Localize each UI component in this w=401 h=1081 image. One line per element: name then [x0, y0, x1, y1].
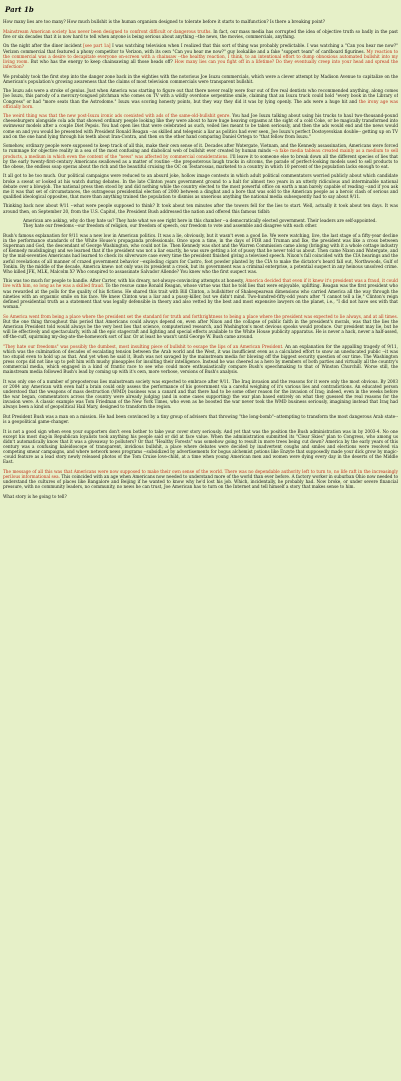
highlighted-text: The message of all this was that Americans were now supposed to make their own sense of the world. There was no dependable authority left to turn to, no life raft in the increasingly perilous informational sea.	[3, 468, 398, 480]
paragraph	[3, 429, 398, 465]
text-run: To the rescue came Ronald Reagan, whose virtue was that he told lies that were enjoyable, uplifting. Reagan was the first president who was rewarded at the polls for the quality of his fictions. He shared this trait with Bill Clinton, a bullshitter of Shakespearean dimensions who carried America all the way through the nineties with an orgasmic smile on his face. We knew Clinton was a liar and a pussy-killer, but we didn't mind. Two-hundred-fifty-odd years after "I cannot tell a lie," Clinton's reign defined presidential truth as a statement that was legally defensible in theory and also vetted by the best and most expensive lawyers on the planet, i.e., "I did not have sex with that woman."	[3, 283, 398, 309]
paragraph	[3, 203, 398, 213]
text-run: How many lies are too many? How much bullshit is the human organism designed to tolerate before it starts to malfunction? Is there a breaking point?	[3, 19, 325, 24]
document-page	[3, 1, 398, 1079]
paragraph	[3, 29, 398, 39]
text-run: On the night after the diner incident	[3, 43, 84, 49]
highlighted-text: How many lies can you fight off in a lifetime? Do they eventually creep into your head and spread the infection?	[3, 58, 398, 69]
text-run: The Isuzu ads were a stroke of genius. Just when America was starting to figure out that there never really were four out of five real dentists who recommended anything, along comes Joe Isuzu, this parody of a mercury-tongued pitchman who comes on TV with a wildly overdone serpentine smile, claiming that an Isuzu truck could hold "every book in the Library of Congress" or had "more seats than the Astrodome." Isuzu was scoring honesty points, but they way they did it was by lying openly. The ads were a huge hit and	[3, 88, 398, 104]
block-quote	[23, 218, 378, 228]
text-run: We probably took the first step into the danger zone back in the eighties with the notorious Joe Isuzu commercials, which were a clever attempt by Madison Avenue to capitalize on the American's population's growing awareness that the claims of most television commercials were transparent bullshit.	[3, 73, 398, 84]
paragraph	[3, 314, 398, 339]
highlighted-text: a fake media tableau created mainly as a medium to sell products, a medium in which even the content of the "news" was affected by commercial considerations.	[3, 148, 398, 159]
text-run: American are asking, why do they hate us? They hate what we see right here in this chamber --a democratically elected government. Their leaders are self-appointed. They hate our freedoms --our freedom of religion, our freedom of speech, our freedom to vote and assemble and disagree with each other.	[23, 218, 377, 229]
paragraph	[3, 379, 398, 410]
text-run: You had Joe Isuzu talking about using his trucks to haul two-thousand-pound cheeseburgers alongside cola ads that showed ordinary people looking like they were about to have huge heaving orgasms at the sight of a cold Coke, or be magically transformed into swimwear models after a couple Diet Pepsis. You had open lies that were celebrated as such, veiled lies meant to be taken seriously, and then the ads would end and the news would come on and you would be presented with President Ronald Reagan --as skilled and telegenic a liar as politics had ever seen, Joe Isuzu's perfect Dostoyevskian double-- getting up on TV and on the one hand lying through his teeth about Iran-Contra, and then on the other hand comparing Daniel Ortega to "that fellow from Isuzu."	[3, 113, 398, 139]
text-run: An an explanation for the appalling tragedy of 9/11, which was the culmination of decades of escalating tension between the Arab world and the West, it was insufficient even as a calculated effort to snow an uneducated public --it was too stupid even to hold up as that. And yet when he said it, Bush was not savaged by the mainstream media for blowing off the biggest security question of our time. The Washington press corps did not line up to pelt him with mushy pineapples for insulting their intelligence. Instead he was cheered as a hero by members of both parties and virtually all the country's commercial media, which engaged in a kind of frantic race to see who could more enthusiastically compare Bush's speechmaking to that of Winston Churchill. Worse still, the mainstream media followed Bush's lead by coming up with it's own, more verbose, versions of Bush's analysis.	[3, 343, 398, 375]
paragraph	[3, 494, 398, 499]
highlighted-text: America decided that even if it knew it's president was a fraud, it could live with him, so long as he was a skilled fraud.	[3, 278, 398, 289]
text-run: I was watching television when I realized that this sort of thing was probably predictable. I was watching a "Can you hear me now?" Verizon commercial that featured a phony competitor to Verizon, with its own "Can you hear me now?" guy lookalike and a fake "support team" of cardboard figurines.	[3, 43, 398, 54]
paragraph	[3, 113, 398, 138]
paragraph	[3, 469, 398, 489]
paragraph	[3, 88, 398, 108]
text-run: Somehow, ordinary people were supposed to keep track of all this, make their own sense of it. Decades after Watergate, Vietnam, and the Kennedy assassination, Americans were forced to rummage for objective reality in a sea of the most confusing and diabolical web of bullshit ever created by human minds --	[3, 143, 398, 154]
text-run: It all got to be too much. Our political campaigns were reduced to an absurd joke, hollow image contests in which adult political commentators worried publicly about which candidate broke a sweat or looked at his watch during debates. In the late Clinton years government ground to a halt for almost two years in an utterly ridiculous and interminable national debate over a blowjob. The national press then stood by and did nothing while the country elected to the most powerful office on earth a man barely capable of reading --and if you ask me it was that set of circumstances, the outrageous presidential election of 2000 between a dingbat and a bore that was sold to the American people as a heroic clash of serious and qualified ideological opposites, that more than anything trained the population to dismiss as unserious anything the national media subsequently had to say about 9/11.	[3, 173, 398, 199]
text-run: But the one thing throughout this period that Americans could always depend on, even after Nixon and the collapse of public faith in the president's morals, was that the lies the American President told would always be the very best lies that science, computerized research, and Washington's most devious spooks would produce. Our president may lie, but he will lie effectively and spectacularly, with all the epic stagecraft and lighting and special effects available to the White House publicity apparatus. He is never a hack, never a half-assed, off-the-cuff, squirming my-dog-ate-the-homework sort of liar. Or at least he wasn't until George W. Bush came around.	[3, 318, 398, 339]
paragraph	[3, 43, 398, 68]
highlighted-text: My reaction to the commercial was a desire to decapitate everyone on-screen with a chainsaw --the healthy reaction, I think, to an intentional effort to dump obnoxious automated bullshit into my living room.	[3, 48, 398, 64]
text-run: In fact, our mass media has corrupted the idea of objective truth so badly in the past five or six decades that it is now hard to tell when anyone is being serious about anything --the news, the movies, commercials, anything.	[3, 28, 398, 39]
text-run: It is not a good sign when even your supporters don't even bother to take your cover story seriously. And yet that was the position the Bush administration was in by 2003-4. No one except his most dug-in Republican loyalists took anything his people said or did at face value. When the administration submitted its "Clear Skies" plan to Congress, who among us didn't automatically know that it was a giveaway to polluters? Or that "Healthy Forests" was somehow going to result in more trees being cut down? America by the early years of this century was a confusing kaleidoscope of transparent, invidious bullshit, a place where debates were decided by inadvertent coughs and smiles and elections were resolved via competing smear campaigns, and where network news programs --subsidized by advertisements for bogus alchemist potions like Enzyte that supposedly made your dick grow by magic--could feature as a lead story newly released photos of the Tom Cruise love-child, at a time when young American men and women were dying every day in the deserts of the Middle East.	[3, 428, 398, 465]
text-run: But who has the energy to keep chainsawing all those heads off?	[28, 58, 175, 64]
paragraph	[3, 143, 398, 168]
highlighted-text: The weird thing was that the new post-Isuzu ironic ads coexisted with ads of the same-old-bullshit genre.	[3, 113, 231, 119]
text-run: This was too much for people to handle. After Carter, with his dreary, not-always-convincing attempts at honesty,	[3, 278, 246, 284]
paragraph	[3, 233, 398, 274]
text-run: I'll leave it to someone else to break down all the different species of lies that by the early twenty-first-century Americans swallowed as a matter of routine --the preposterous laugh tracks in sitcoms, the parade of perfect-looking models used to sell products to the obese, the endless soap operas about the rich and the beautiful cruising the OC on Testarossas, marketed to a country in which 10 percent of the population lacks enough to eat.	[3, 153, 398, 169]
highlighted-text: So America went from being a place where the president set the standard for truth and forthrightness to being a place where the president was expected to lie always, and at all times.	[3, 313, 398, 319]
highlighted-text: [see part 1a]	[83, 43, 111, 49]
text-run: What story is he going to tell?	[3, 493, 67, 499]
paragraph	[3, 19, 398, 24]
paragraph	[3, 173, 398, 198]
page-title: Part 1b	[5, 5, 34, 14]
text-run: This coincided with an age when Americans now needed to understand more of the world than ever before. A factory worker in suburban Ohio now needed to understand the cultures of places like Bangalore and Beijing if he wanted to know why he'd lost his job. Which, incidentally, he probably had. Now broke, or under severe financial pressure, with no community leaders, no community, no news he can trust, Joe American has to turn on the Internet and tell himself a story that makes sense to him.	[3, 474, 398, 490]
highlighted-text: the irony age was officially born.	[3, 98, 398, 109]
highlighted-text: "They hate our freedoms" was possibly the dumbest, most insulting piece of bullshit to escape the lips of an American President.	[3, 343, 284, 349]
paragraph	[3, 414, 398, 424]
paragraph	[3, 278, 398, 309]
paragraph	[3, 344, 398, 375]
article-body	[3, 19, 398, 499]
paragraph	[3, 74, 398, 84]
text-run: But President Bush was a man on a mission. He had been convinced by a tiny group of advisers that throwing "the long-bomb"--attempting to transform the most dangerous Arab state--is a geopolitical game-changer.	[3, 413, 398, 424]
highlighted-text: Mainstream American society has never been designed to confront difficult or dangerous truths.	[3, 28, 212, 34]
text-run: Bush's famous explanation for 9/11 was a new low in American politics. It was a lie, obviously, but it wasn't even a good lie. We were watching, live, the last stage of a fifty-year decline in the performance standards of the White House's propaganda professionals. Once upon a time, in the days of FDR and Truman and Ike, the president was like a cross between Superman and God, the descendant of George Washington, who could not lie. Then Kennedy was shot and the Warren Commission came along (bringing with it a whole cottage industry of Kennedy mudslinging) and we learned that if the president was not a liar exactly, he was sure getting a lot of pussy that he never told us about. Then came Nixon and Watergate, and by the mid-seventies Americans had learned to check its silverware case every time the president finished giving a televised speech. Nixon's fall coincided with the CIA hearings and the awful revelations of all manner of crazed government behavior --exploding cigars for Castro, foot powder planted by the CIA to make the dictator's beard fall out, Northwoods, Gulf of Tonkin. By the middle of the decade, America knew: not only was its president a crook, but its government was a criminal enterprise, a potential suspect in any heinous unsolved crime. Who killed JFK, MLK, Malcolm X? Who conspired to assassinate Salvador Allende? You knew who the first suspect was.	[3, 233, 398, 274]
text-run: It was only one of a number of preposterous lies mainstream society was expected to embrace after 9/11. The Iraq invasion and the reasons for it were only the most obvious. By 2003 or 2004 any American with even half a brain could only assess the performance of his government via a careful weighing of it's various lies and contradictions. An educated person understood that the weapons of mass destruction (WMD) business was a canard and that there had to be some other reason for the invasion of Iraq; indeed, even in the weeks before the war began, commentators across the country were already judging (and in some cases supporting) the war plan based entirely on what they guessed the real reasons for the invasion were. A classic example was Tom Friedman of the New York Times, who even as he boosted the war never took the WMD business seriously, imagining instead that Iraq had always been a kind of geopolitical Hail Mary, designed to transform the region.	[3, 378, 398, 410]
text-run: Thinking back now about 9/11 --what were people supposed to think? It took about ten minutes after the towers fell for the lies to start. Well, actually it took about ten days. It was around then, on September 20, from the U.S. Capitol, the President Bush addressed the nation and offered this famous tidbit:	[3, 203, 398, 214]
